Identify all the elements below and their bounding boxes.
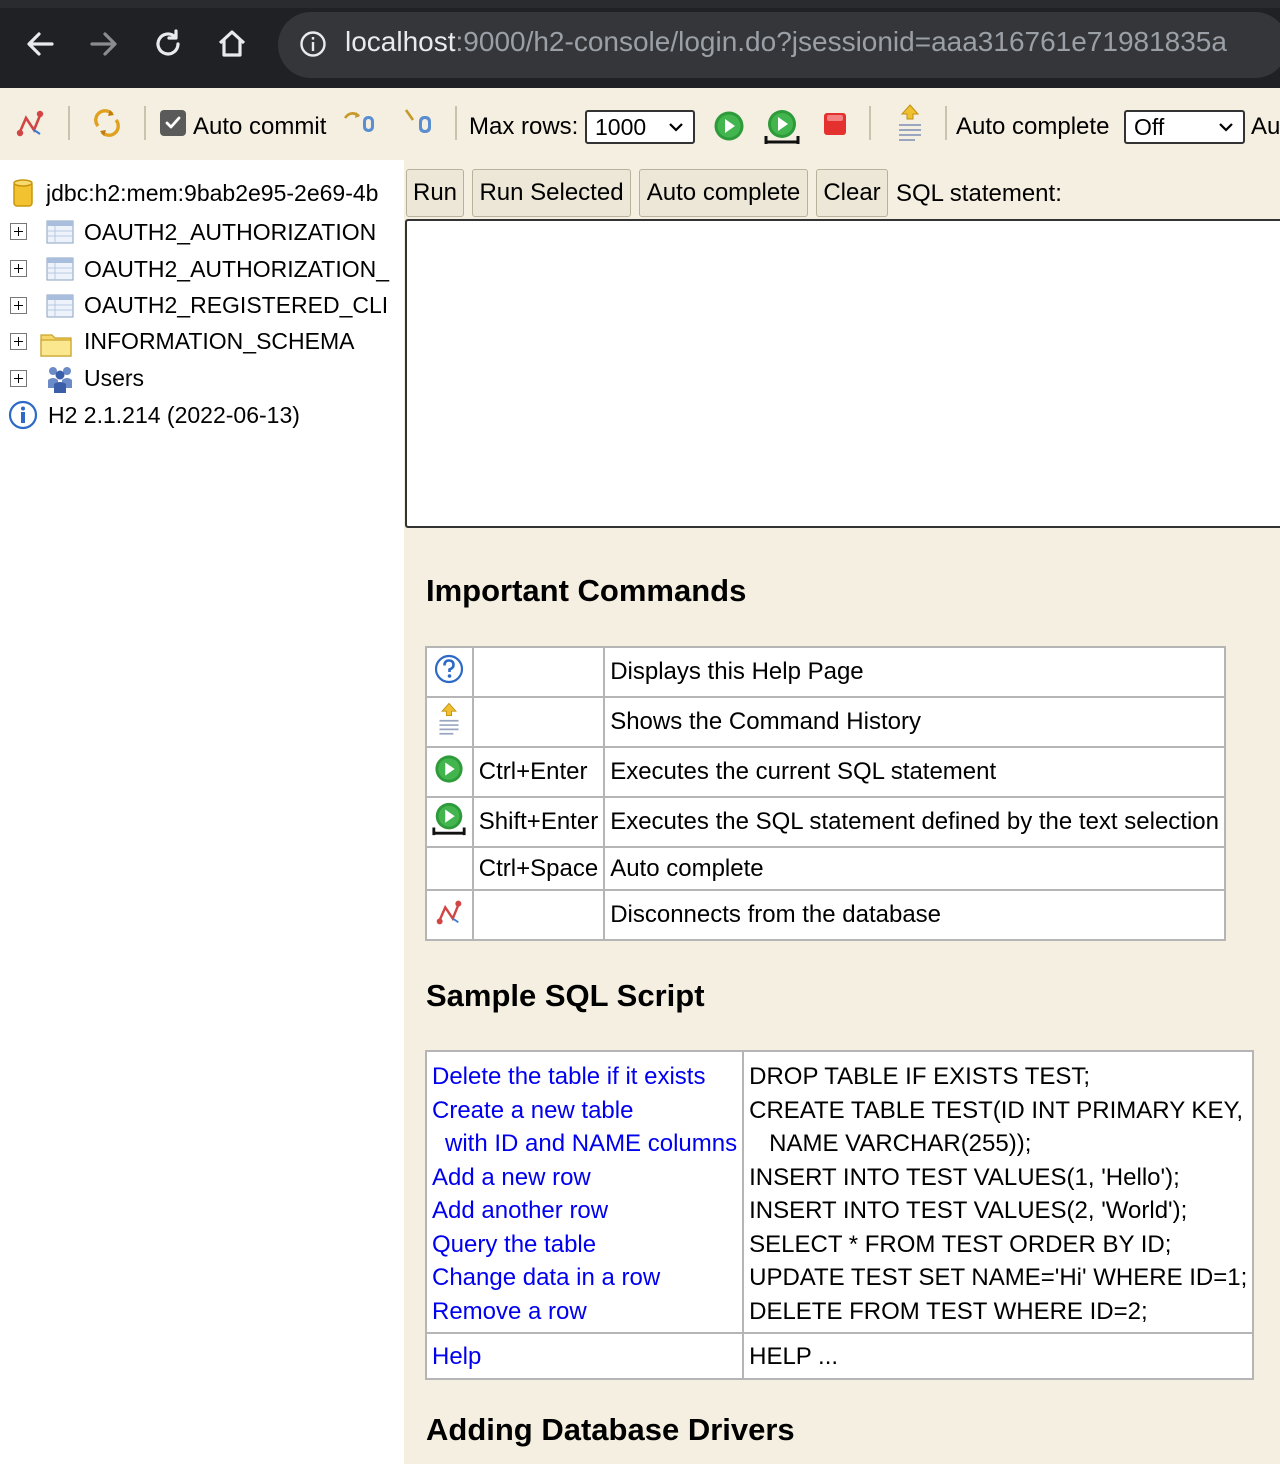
sample-link[interactable]: Query the table [432, 1230, 597, 1258]
history-icon [436, 700, 462, 738]
help-link[interactable]: Help [432, 1343, 482, 1370]
command-key [473, 697, 604, 747]
sample-link[interactable]: Change data in a row [432, 1264, 661, 1291]
command-key: Shift+Enter [473, 797, 604, 847]
auto-commit-label: Auto commit [193, 113, 327, 140]
expand-icon[interactable] [10, 370, 27, 387]
commit-button[interactable] [342, 108, 378, 136]
refresh-icon [90, 106, 124, 140]
sql-line: DELETE FROM TEST WHERE ID=2; [749, 1297, 1148, 1325]
command-description: Executes the SQL statement defined by the text selection [604, 797, 1225, 847]
table-row [426, 847, 1225, 890]
toolbar-separator [68, 106, 70, 140]
table-row [426, 1333, 1253, 1379]
truncated-toolbar-label: Au [1251, 113, 1280, 140]
table-row [426, 797, 1225, 847]
database-icon [12, 178, 34, 215]
clear-button[interactable]: Clear [816, 169, 888, 217]
auto-complete-label: Auto complete [956, 113, 1110, 140]
run-selected-query-button[interactable]: Run Selected [472, 169, 631, 217]
info-icon [8, 400, 38, 435]
rollback-button[interactable] [404, 108, 436, 138]
command-icon-cell [426, 647, 473, 697]
h2-version: H2 2.1.214 (2022-06-13) [48, 402, 300, 428]
command-icon-cell [426, 697, 473, 747]
command-icon-cell [426, 847, 473, 890]
run-icon [434, 754, 464, 784]
command-description: Auto complete [604, 847, 1225, 890]
expand-icon[interactable] [10, 333, 27, 350]
command-key: Ctrl+Enter [473, 747, 604, 797]
run-selected-icon [431, 801, 467, 837]
command-description: Displays this Help Page [604, 647, 1225, 697]
url-text[interactable] [345, 26, 1227, 58]
expand-icon[interactable] [10, 297, 27, 314]
run-selected-icon [763, 108, 801, 146]
history-button[interactable] [895, 103, 925, 143]
sample-sql-table [425, 1050, 1254, 1380]
toolbar-separator [945, 106, 947, 140]
sample-link[interactable]: Delete the table if it exists [432, 1063, 706, 1090]
table-row [426, 1051, 1253, 1333]
sample-link[interactable]: Add a new row [432, 1163, 591, 1191]
tree-item-label[interactable]: INFORMATION_SCHEMA [84, 328, 355, 354]
max-rows-select[interactable] [585, 110, 695, 144]
toolbar-separator [455, 106, 457, 140]
important-commands-heading: Important Commands [426, 573, 747, 608]
disconnect-icon [14, 108, 46, 138]
command-icon-cell [426, 797, 473, 847]
sql-statement-input[interactable] [405, 219, 1280, 528]
checkbox-checked-icon [160, 110, 186, 136]
sql-line: NAME VARCHAR(255)); [769, 1130, 1032, 1157]
tree-item-label[interactable]: OAUTH2_AUTHORIZATION [84, 219, 377, 245]
sample-link[interactable]: with ID and NAME columns [445, 1130, 738, 1157]
expand-icon[interactable] [10, 223, 27, 240]
max-rows-value: 1000 [595, 114, 647, 140]
commands-table [425, 646, 1226, 941]
run-selected-button[interactable] [763, 108, 801, 146]
disconnect-button[interactable] [14, 108, 46, 138]
table-row [426, 647, 1225, 697]
rollback-icon [404, 108, 436, 138]
help-sql-cell [743, 1333, 1253, 1379]
reload-icon [152, 28, 184, 60]
auto-complete-select[interactable] [1124, 110, 1245, 144]
tree-item-label[interactable]: OAUTH2_AUTHORIZATION_ [84, 256, 389, 282]
home-button[interactable] [212, 24, 252, 64]
help-link-cell [426, 1333, 743, 1379]
sql-line: UPDATE TEST SET NAME='Hi' WHERE ID=1; [749, 1264, 1248, 1291]
table-icon [46, 257, 74, 286]
stop-icon [822, 111, 848, 137]
sql-line: HELP ... [749, 1343, 839, 1370]
table-row [426, 747, 1225, 797]
sample-link[interactable]: Add another row [432, 1197, 609, 1224]
command-key: Ctrl+Space [473, 847, 604, 890]
back-button[interactable] [20, 24, 60, 64]
sql-line: SELECT * FROM TEST ORDER BY ID; [749, 1230, 1172, 1258]
forward-arrow-icon [88, 28, 120, 60]
expand-icon[interactable] [10, 260, 27, 277]
sql-statement-label: SQL statement: [896, 180, 1062, 207]
sample-links-cell [426, 1051, 743, 1333]
command-description: Executes the current SQL statement [604, 747, 1225, 797]
toolbar-separator [869, 106, 871, 140]
url-host: localhost [345, 26, 456, 57]
back-arrow-icon [24, 28, 56, 60]
help-icon [434, 654, 464, 684]
adding-drivers-heading: Adding Database Drivers [426, 1412, 795, 1447]
folder-icon [40, 330, 72, 363]
chevron-down-icon [1215, 114, 1237, 140]
run-query-button[interactable]: Run [406, 169, 464, 217]
toolbar-separator [144, 106, 146, 140]
site-info-icon[interactable] [299, 30, 327, 63]
command-key [473, 647, 604, 697]
command-description: Disconnects from the database [604, 890, 1225, 940]
refresh-button[interactable] [90, 106, 124, 140]
tab-strip [0, 0, 1280, 8]
run-icon [713, 110, 745, 142]
tree-item-label[interactable]: Users [84, 365, 145, 391]
sql-line: INSERT INTO TEST VALUES(2, 'World'); [749, 1197, 1188, 1224]
command-key [473, 890, 604, 940]
table-icon [46, 220, 74, 249]
command-description: Shows the Command History [604, 697, 1225, 747]
sample-sql-cell [743, 1051, 1253, 1333]
tree-item-label[interactable]: OAUTH2_REGISTERED_CLI [84, 292, 389, 318]
auto-complete-button[interactable]: Auto complete [639, 169, 808, 217]
auto-commit-checkbox[interactable] [160, 110, 186, 136]
sql-line: INSERT INTO TEST VALUES(1, 'Hello'); [749, 1163, 1180, 1191]
users-icon [46, 364, 74, 399]
chevron-down-icon [665, 114, 687, 140]
url-path: :9000/h2-console/login.do?jsessionid=aaa316761e71981835a [455, 26, 1227, 57]
table-row [426, 697, 1225, 747]
disconnect-icon [434, 898, 464, 926]
auto-complete-value: Off [1134, 114, 1165, 140]
connection-url[interactable]: jdbc:h2:mem:9bab2e95-2e69-4b [46, 180, 379, 206]
sample-link[interactable]: Create a new table [432, 1096, 634, 1124]
command-icon-cell [426, 747, 473, 797]
reload-button[interactable] [148, 24, 188, 64]
run-button[interactable] [713, 110, 745, 142]
sql-line: CREATE TABLE TEST(ID INT PRIMARY KEY, [749, 1096, 1244, 1124]
history-icon [895, 103, 925, 143]
table-row [426, 890, 1225, 940]
commit-icon [342, 108, 378, 136]
sql-line: DROP TABLE IF EXISTS TEST; [749, 1063, 1091, 1090]
stop-button[interactable] [822, 111, 848, 137]
sample-link[interactable]: Remove a row [432, 1297, 587, 1325]
home-icon [216, 28, 248, 60]
sample-sql-heading: Sample SQL Script [426, 978, 705, 1013]
table-icon [46, 294, 74, 323]
max-rows-label: Max rows: [469, 113, 579, 140]
forward-button[interactable] [84, 24, 124, 64]
command-icon-cell [426, 890, 473, 940]
